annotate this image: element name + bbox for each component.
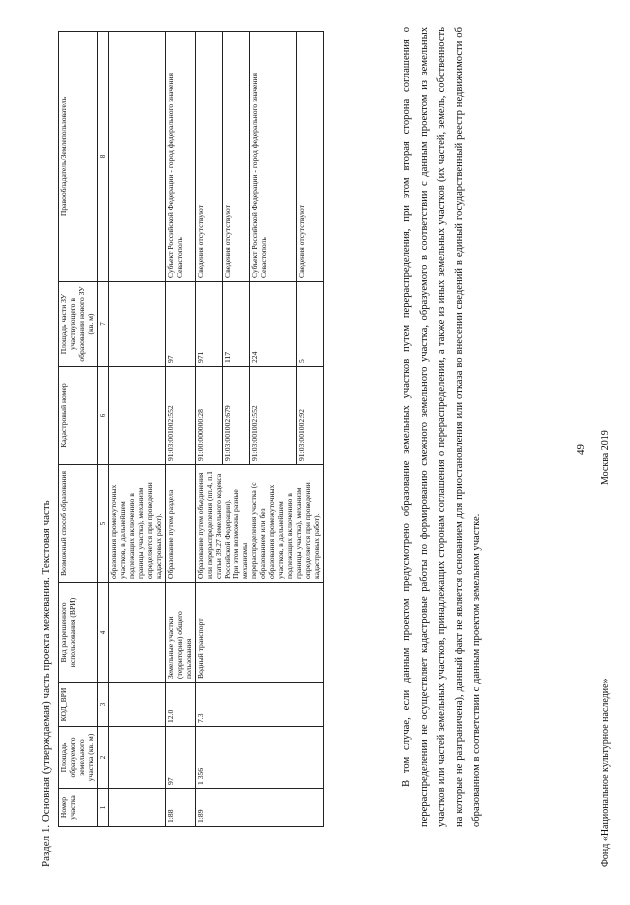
table-row-continuation xyxy=(109,32,166,827)
column-number: 5 xyxy=(97,465,108,583)
footer-organization: Фонд «Национальное культурное наследие» xyxy=(600,678,611,867)
method-cell: Образование путем раздела xyxy=(165,465,195,583)
paragraph-text: В том случае, если данным проектом предусмотрено образование земельных участков путем перераспределения, при этом вторая сторона соглашения о перераспределении не осуществляет кадастровые работы по формированию смежного земельного участка, образуемого в соответствии с данным проектом из земельных участков или частей земельных участков, принадлежащих сторонам соглашения о перераспределении, а также из иных земельных участков (их частей, земель, собственность на которые не разграничена), данный факт не является основанием для приостановления или отказа во внесении сведений в единый государственный реестр недвижимости об образованном в соответствии с данным проектом земельном участке. xyxy=(401,27,483,827)
header-cell: Правообладатель/Землепользователь xyxy=(59,32,98,282)
header-cell: Площадь части ЗУ участвующего в образовании нового ЗУ (кв. м) xyxy=(59,282,98,367)
column-number: 4 xyxy=(97,583,108,683)
table-row xyxy=(195,32,222,827)
column-number: 8 xyxy=(97,32,108,282)
owner-cell: Сведения отсутствуют xyxy=(296,32,323,282)
cadastral-number: 91:03:001002:92 xyxy=(296,367,323,465)
header-cell: Кадастровый номер xyxy=(59,367,98,465)
method-cell: образования промежуточных участков, в дальнейшем подлежащих включению в границы участка), механизм определяется при проведении кадастровых работ). xyxy=(109,465,166,583)
header-cell: Возможный способ образования xyxy=(59,465,98,583)
part-area: 97 xyxy=(165,282,195,367)
header-cell: Вид разрешенного использования (ВРИ) xyxy=(59,583,98,683)
parcel-area: 1 356 xyxy=(195,727,323,789)
cadastral-number: 91:03:001002:679 xyxy=(222,367,249,465)
cadastral-number: 91:03:001002:552 xyxy=(165,367,195,465)
part-area: 117 xyxy=(222,282,249,367)
vri-code: 7.3 xyxy=(195,683,323,727)
header-cell: КОД_ВРИ xyxy=(59,683,98,727)
page-number: 49 xyxy=(575,444,587,455)
header-cell: Площадь образуемого земельного участка (кв. м) xyxy=(59,727,98,789)
header-row xyxy=(59,32,98,827)
part-area: 5 xyxy=(296,282,323,367)
vri-name: Водный транспорт xyxy=(195,583,323,683)
column-number: 6 xyxy=(97,367,108,465)
parcel-table xyxy=(58,31,324,827)
parcel-number: 1:89 xyxy=(195,789,323,827)
column-number: 3 xyxy=(97,683,108,727)
parcel-number: 1:88 xyxy=(165,789,195,827)
owner-cell: Субъект Российской Федерации - город федерального значения Севастополь xyxy=(165,32,195,282)
vri-name: Земельные участки (территории) общего пользования xyxy=(165,583,195,683)
section-title: Раздел 1. Основная (утверждаемая) часть проекта межевания. Текстовая часть xyxy=(40,500,52,867)
method-text-c: перераспределения участка (с образованием или без образования промежуточных участков, в дальнейшем подлежащих включению в границы участка), механизм определяется при проведении кадастровых работ). xyxy=(249,482,322,579)
part-area: 224 xyxy=(249,282,296,367)
column-number: 1 xyxy=(97,789,108,827)
cadastral-number: 91:03:001002:552 xyxy=(249,367,296,465)
column-number-row xyxy=(97,32,108,827)
header-cell: Номер участка xyxy=(59,789,98,827)
column-number: 7 xyxy=(97,282,108,367)
owner-cell: Сведения отсутствуют xyxy=(195,32,222,282)
part-area: 971 xyxy=(195,282,222,367)
table-row xyxy=(165,32,195,827)
footer-city-year: Москва 2019 xyxy=(600,430,611,485)
method-text-b: При этом возможны разные механизмы xyxy=(231,489,250,579)
column-number: 2 xyxy=(97,727,108,789)
body-paragraph xyxy=(398,27,486,827)
method-cell xyxy=(195,465,323,583)
parcel-area: 97 xyxy=(165,727,195,789)
cadastral-number: 91:00:000000:28 xyxy=(195,367,222,465)
owner-cell: Субъект Российской Федерации - город федерального значения Севастополь xyxy=(249,32,296,282)
vri-code: 12.0 xyxy=(165,683,195,727)
method-text-a: Образование путем объединения или перераспределения (пп.4, п.1 статьи 39.27 Земельного кодекса Российской Федерации). xyxy=(195,471,232,579)
owner-cell: Сведения отсутствуют xyxy=(222,32,249,282)
